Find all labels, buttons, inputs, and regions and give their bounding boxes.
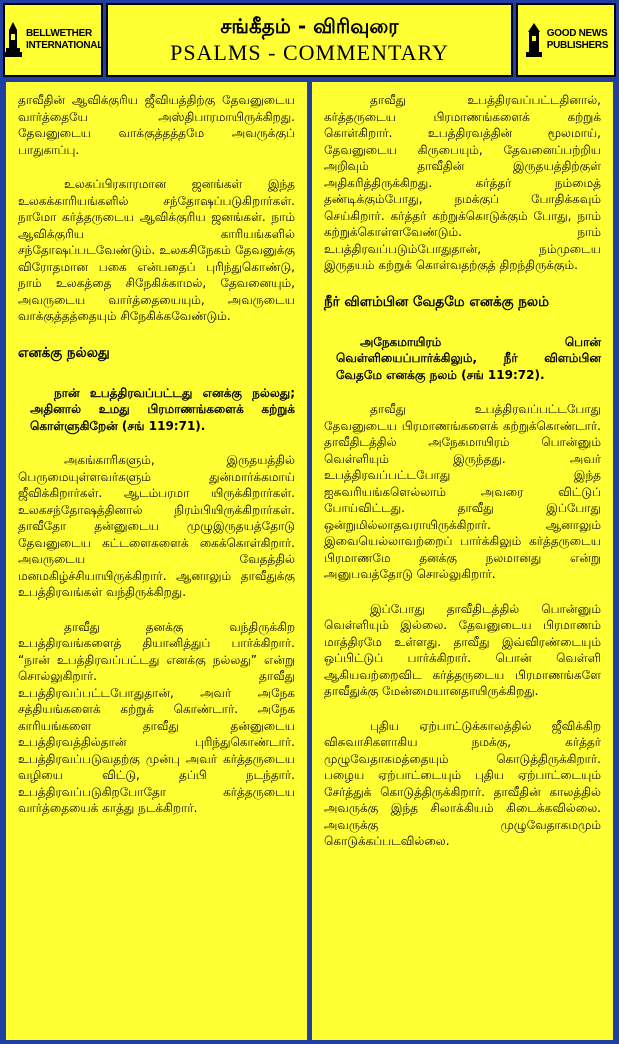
- verse-quote-1: நான் உபத்திரவப்பட்டது எனக்கு நல்லது; அதினால் உமது பிரமாணங்களைக் கற்றுக் கொள்ளுகிறேன் (சங் 119:71).: [30, 385, 295, 433]
- right-column: [312, 82, 613, 1040]
- right-paragraph-3: இப்போது தாவீதிடத்தில் பொன்னும் வெள்ளியும் இல்லை. தேவனுடைய பிரமாணம் மாத்திரமே உள்ளது. தாவீது இவ்விரண்டையும் ஒப்பிட்டுப் பார்க்கிறார். பொன் வெள்ளி ஆகியவற்றைவிட கர்த்தருடைய பிரமாணங்களே தாவீதுக்கு மேன்மையானதாயிருக்கிறது.: [324, 601, 601, 698]
- left-paragraph-1: தாவீதின் ஆவிக்குரிய ஜீவியத்திற்கு தேவனுடைய வார்த்தையே அஸ்திபாரமாயிருக்கிறது. தேவனுடைய வாக்குத்தத்தமே அவருக்குப் பாதுகாப்பு.: [18, 93, 295, 157]
- right-logo-line1: GOOD NEWS: [546, 28, 608, 39]
- page-title-tamil: சங்கீதம் - விரிவுரை: [220, 14, 399, 38]
- verse-quote-2: அநேகமாயிரம் பொன் வெள்ளியைப்பார்க்கிலும், நீர் விளம்பின வேதமே எனக்கு நலம் (சங் 119:72).: [336, 334, 601, 382]
- header: [3, 3, 616, 77]
- section-heading-2: நீர் விளம்பின வேதமே எனக்கு நலம்: [324, 293, 549, 310]
- section-heading-1: எனக்கு நல்லது: [18, 344, 110, 361]
- bell-tower-icon: [3, 20, 23, 60]
- left-logo-line2: INTERNATIONAL: [25, 40, 104, 51]
- right-paragraph-4: புதிய ஏற்பாட்டுக்காலத்தில் ஜீவிக்கிற விசுவாசிகளாகிய நமக்கு, கர்த்தர் முழுவேதாகமத்தையும் கொடுத்திருக்கிறார். பழைய ஏற்பாட்டையும் புதிய ஏற்பாட்டையும் சேர்த்துக் கொடுத்திருக்கிறார். தாவீதின் காலத்தில் அவருக்கு இந்த சிலாக்கியம் கிடைக்கவில்லை. அவருக்கு முழுவேதாகமமும் கொடுக்கப்படவில்லை.: [324, 718, 601, 848]
- right-paragraph-1: தாவீது உபத்திரவப்பட்டதினால், கர்த்தருடைய பிரமாணங்களைக் கற்றுக் கொள்கிறார். உபத்திரவத்தின் மூலமாய், தேவனுடைய கிருபையும், தேவனைப்பற்றிய அறிவும் தாவீதின் இருதயத்திற்குள் அதிகரித்திருக்கிறது. கர்த்தர் நம்மைத் தண்டிக்கும்போது, நமக்குப் போதிக்கவும் செய்கிறார். கர்த்தர் கற்றுக்கொடுக்கும் போது, நாம் கற்றுக்கொள்ளவேண்டும். நாம் உபத்திரவப்படும்போதுதான், நம்முடைய இருதயம் கற்றுக் கொள்வதற்குத் திறந்திருக்கும்.: [324, 93, 601, 272]
- bellwether-logo: [3, 3, 103, 77]
- tower-icon: [524, 20, 544, 60]
- title-box: [106, 3, 513, 77]
- left-logo-line1: BELLWETHER: [25, 28, 92, 39]
- good-news-logo: [516, 3, 616, 77]
- right-paragraph-2: தாவீது உபத்திரவப்பட்டபோது தேவனுடைய பிரமாணங்களைக் கற்றுக்கொண்டார். தாவீதிடத்தில் அநேகமாயிரம் பொன்னும் வெள்ளியும் இருந்தது. அவர் உபத்திரவப்பட்டபோது இந்த ஐசுவரியங்களெல்லாம் அவரை விட்டுப் போய்விட்டது. தாவீது இப்போது ஒன்றுமில்லாதவராயிருக்கிறார். ஆனாலும் இவையெல்லாவற்றைப் பார்க்கிலும் கர்த்தருடைய பிரமாணமே தனக்கு நலமானது என்று அனுபவத்தோடு சொல்லுகிறார்.: [324, 402, 601, 581]
- left-paragraph-2: உலகப்பிரகாரமான ஜனங்கள் இந்த உலகக்காரியங்களில் சந்தோஷப்படுகிறார்கள். நாமோ கர்த்தருடைய ஆவிக்குரிய ஜனங்கள். நாம் ஆவிக்குரிய காரியங்களில் சந்தோஷப்படவேண்டும். உலகசிநேகம் தேவனுக்கு விரோதமான பகை என்பதைப் புரிந்துகொண்டு, நாம் உலகத்தை சிநேகிக்காமல், தேவனையும், அவருடைய வார்த்தையையும், அவருடைய வாக்குத்தத்தையும் சிநேகிக்கவேண்டும்.: [18, 177, 295, 323]
- left-paragraph-4: தாவீது தனக்கு வந்திருக்கிற உபத்திரவங்களைத் தியானித்துப் பார்க்கிறார். “நான் உபத்திரவப்பட்டது எனக்கு நல்லது” என்று சொல்லுகிறார். தாவீது உபத்திரவப்பட்டபோதுதான், அவர் அநேக சத்தியங்களைக் கற்றுக் கொண்டார். அநேக காரியங்களை தாவீது தன்னுடைய உபத்திரவத்தில்தான் புரிந்துகொண்டார். உபத்திரவப்படுவதற்கு முன்பு அவர் கர்த்தருடைய வழியை விட்டு, தப்பி நடந்தார். உபத்திரவப்படுகிறபோதோ கர்த்தருடைய வார்த்தையைக் காத்து நடக்கிறார்.: [18, 619, 295, 815]
- left-column: [6, 82, 307, 1040]
- left-paragraph-3: அகங்காரிகளும், இருதயத்தில் பெருமையுள்ளவர்களும் துன்மார்க்கமாய் ஜீவிக்கிறார்கள். ஆடம்பரமா யிருக்கிறார்கள். உலகசந்தோஷத்தினால் நிரம்பியிருக்கிறார்கள். தாவீதோ தன்னுடைய முழுஇருதயத்தோடு தேவனுடைய கட்டளைகளைக் கைக்கொள்கிறார். அவருடைய வேதத்தில் மனமகிழ்ச்சியாயிருக்கிறார். ஆனாலும் தாவீதுக்கு உபத்திரவங்கள் வந்திருக்கிறது.: [18, 453, 295, 599]
- page-title-english: PSALMS - COMMENTARY: [170, 40, 449, 65]
- right-logo-line2: PUBLISHERS: [546, 40, 609, 51]
